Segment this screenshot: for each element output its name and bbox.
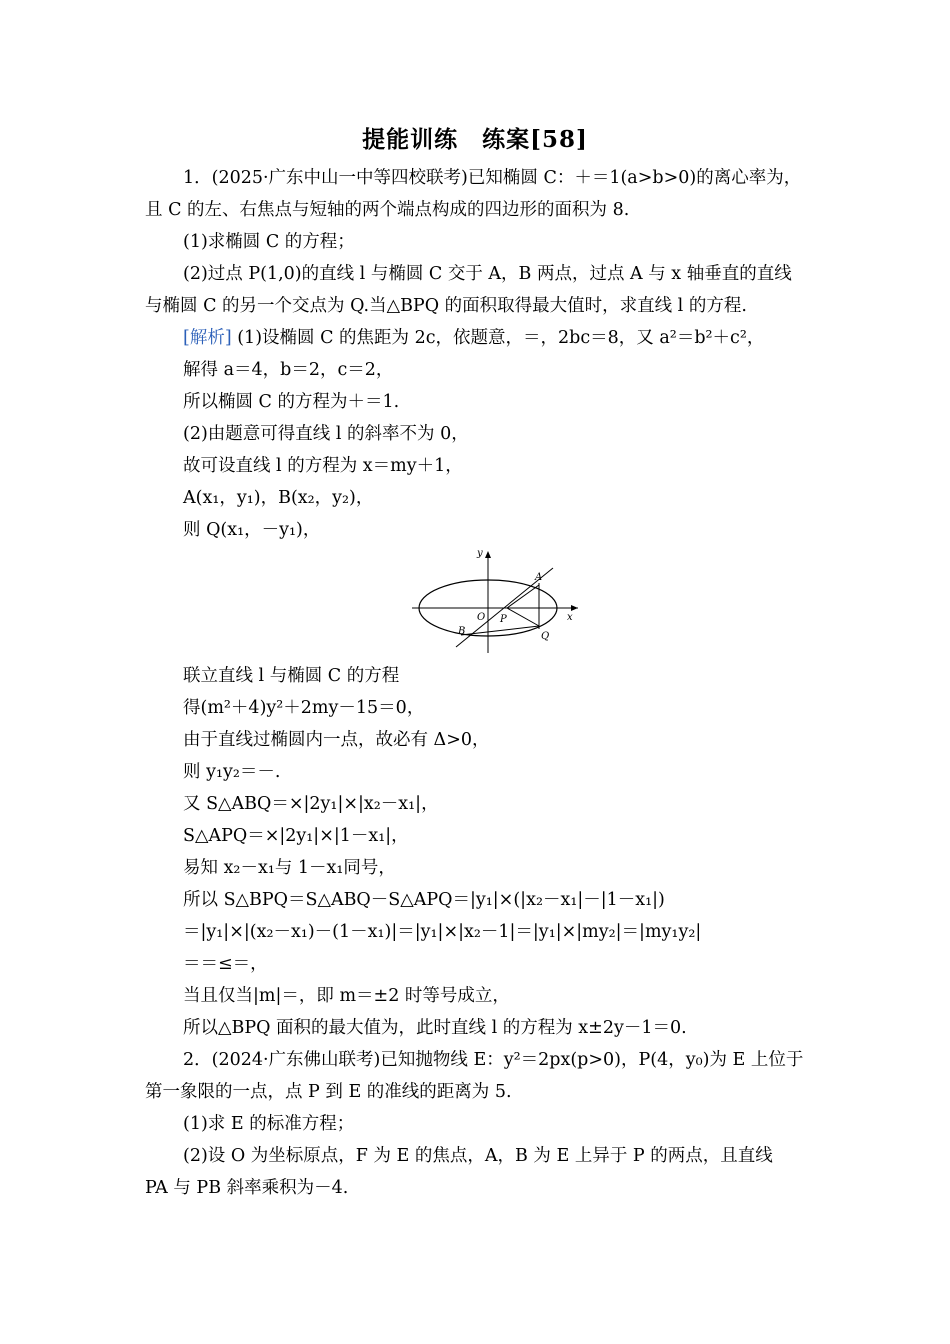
q1-line-2: 且 C 的左、右焦点与短轴的两个端点构成的四边形的面积为 8. xyxy=(145,200,630,220)
solution-line-8: 联立直线 l 与椭圆 C 的方程 xyxy=(183,666,400,686)
page-title: 提能训练 练案[58] xyxy=(362,126,588,153)
solution-line-9: 得(m²＋4)y²＋2my－15＝0， xyxy=(183,698,425,718)
solution-line-7: 则 Q(x₁，－y₁)， xyxy=(183,520,321,540)
q2-line-1: 2．(2024·广东佛山联考)已知抛物线 E：y²＝2px(p>0)，P(4，y₀)为 E 上位于 xyxy=(183,1050,804,1070)
q1-part-2a: (2)过点 P(1,0)的直线 l 与椭圆 C 交于 A，B 两点，过点 A 与 x 轴垂直的直线 xyxy=(183,264,792,284)
solution-line-4: (2)由题意可得直线 l 的斜率不为 0， xyxy=(183,424,469,444)
solution-line-5: 故可设直线 l 的方程为 x＝my＋1， xyxy=(183,456,463,476)
q1-part-1: (1)求椭圆 C 的方程； xyxy=(183,232,355,252)
q2-part-2b: PA 与 PB 斜率乘积为－4. xyxy=(145,1178,349,1198)
q1-line-1: 1．(2025·广东中山一中等四校联考)已知椭圆 C：＋＝1(a>b>0)的离心率为， xyxy=(183,168,802,188)
solution-tag: [解析] xyxy=(183,328,232,348)
label-a: A xyxy=(535,572,543,583)
solution-line-18: 当且仅当|m|＝，即 m＝±2 时等号成立， xyxy=(183,986,510,1006)
solution-line-16: ＝|y₁|×|(x₂－x₁)－(1－x₁)|＝|y₁|×|x₂－1|＝|y₁|×|my₂|＝|my₁y₂| xyxy=(183,922,702,942)
solution-line-10: 由于直线过椭圆内一点，故必有 Δ>0， xyxy=(183,730,490,750)
solution-line-2: 解得 a＝4，b＝2，c＝2， xyxy=(183,360,394,380)
solution-text-1: (1)设椭圆 C 的焦距为 2c，依题意，＝，2bc＝8，又 a²＝b²＋c²， xyxy=(237,328,765,348)
q2-part-2a: (2)设 O 为坐标原点，F 为 E 的焦点，A，B 为 E 上异于 P 的两点，且直线 xyxy=(183,1146,773,1166)
label-p: P xyxy=(500,614,507,625)
solution-line-15: 所以 S△BPQ＝S△ABQ－S△APQ＝|y₁|×(|x₂－x₁|－|1－x₁|) xyxy=(183,890,665,910)
solution-line-17: ＝＝≤＝， xyxy=(183,954,268,974)
x-axis-arrow xyxy=(571,605,578,611)
solution-line-6: A(x₁，y₁)，B(x₂，y₂)， xyxy=(183,488,374,508)
segment-pa xyxy=(507,585,539,608)
solution-line-12: 又 S△ABQ＝×|2y₁|×|x₂－x₁|， xyxy=(183,794,439,814)
segment-pq xyxy=(507,608,539,626)
label-o: O xyxy=(477,612,486,623)
label-b: B xyxy=(458,626,466,637)
solution-line-11: 则 y₁y₂＝－. xyxy=(183,762,281,782)
q2-line-2: 第一象限的一点，点 P 到 E 的准线的距离为 5. xyxy=(145,1082,512,1102)
label-y: y xyxy=(477,548,483,559)
ellipse-figure xyxy=(410,547,580,655)
label-q: Q xyxy=(541,631,550,642)
label-x: x xyxy=(567,612,573,623)
y-axis-arrow xyxy=(485,551,491,558)
solution-line-13: S△APQ＝×|2y₁|×|1－x₁|， xyxy=(183,826,409,846)
q2-part-1: (1)求 E 的标准方程； xyxy=(183,1114,355,1134)
solution-line-1 xyxy=(183,325,764,351)
solution-line-19: 所以△BPQ 面积的最大值为，此时直线 l 的方程为 x±2y－1＝0. xyxy=(183,1018,687,1038)
q1-part-2b: 与椭圆 C 的另一个交点为 Q.当△BPQ 的面积取得最大值时，求直线 l 的方程. xyxy=(145,296,747,316)
solution-line-3: 所以椭圆 C 的方程为＋＝1. xyxy=(183,392,400,412)
solution-line-14: 易知 x₂－x₁与 1－x₁同号， xyxy=(183,858,396,878)
